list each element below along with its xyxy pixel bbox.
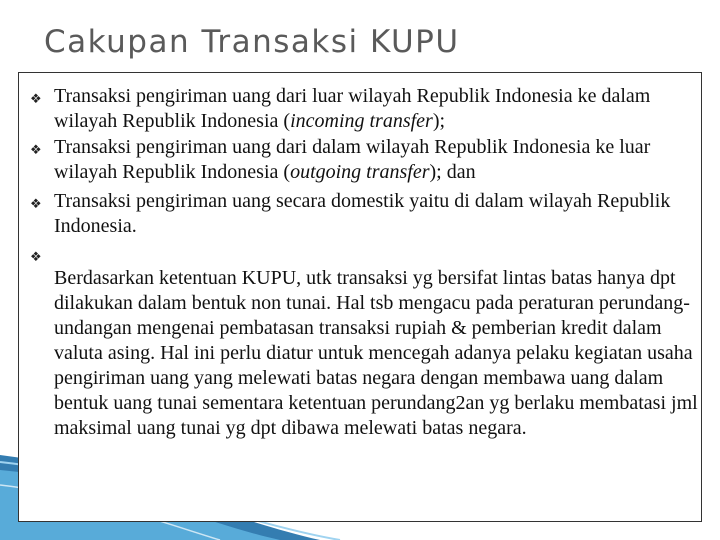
slide-title: Cakupan Transaksi KUPU (44, 24, 460, 60)
chevron-bullet-icon: ❖ (30, 249, 42, 264)
chevron-bullet-icon: ❖ (30, 142, 42, 157)
bullet-text: Transaksi pengiriman uang dari luar wilayah Republik Indonesia ke dalam wilayah Republik Indonesia (incoming transfer); (54, 85, 651, 132)
chevron-bullet-icon: ❖ (30, 91, 42, 106)
chevron-bullet-icon: ❖ (30, 196, 42, 211)
paragraph-text: Berdasarkan ketentuan KUPU, utk transaksi yg bersifat lintas batas hanya dpt dilakukan dalam bentuk non tunai. Hal tsb mengacu pada peraturan perundang-undangan mengenai pembatasan transaksi rupiah & pemberian kredit dalam valuta asing. Hal ini perlu diatur untuk mencegah adanya pelaku kegiatan usaha pengiriman uang yang melewati batas negara dengan membawa uang dalam bentuk uang tunai sementara ketentuan perundang2an yg berlaku membatasi jml maksimal uang tunai yg dpt dibawa melewati batas negara. (54, 267, 698, 439)
bullet-text: Transaksi pengiriman uang dari dalam wilayah Republik Indonesia ke luar wilayah Republik Indonesia (outgoing transfer); dan (54, 136, 651, 183)
bullet-text: Transaksi pengiriman uang secara domestik yaitu di dalam wilayah Republik Indonesia. (54, 190, 671, 237)
